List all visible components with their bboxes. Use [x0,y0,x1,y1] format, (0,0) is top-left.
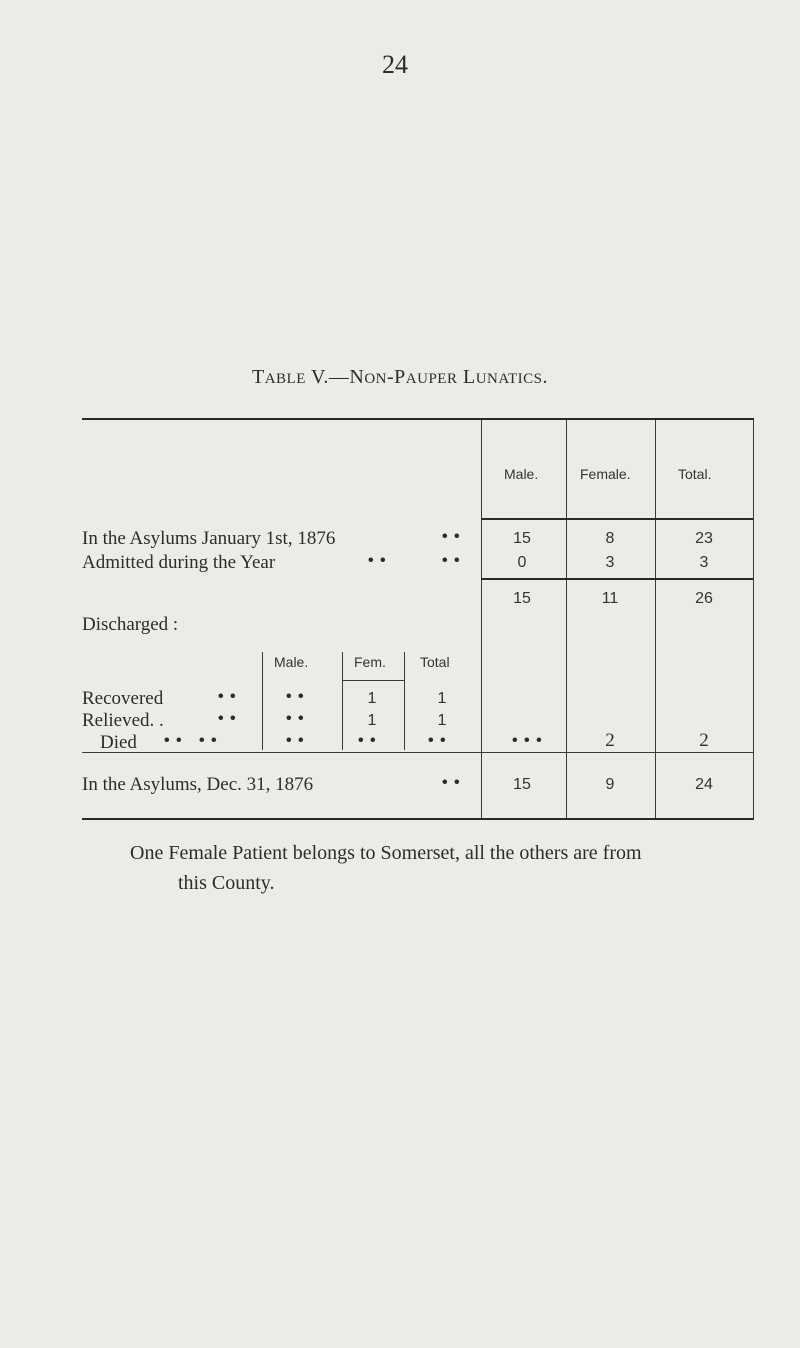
discharge-header-male: Male. [274,654,309,670]
discharged-label: Discharged : [82,614,179,635]
leader-dots: • • • • [164,732,218,749]
row-label-jan: In the Asylums January 1st, 1876 [82,528,336,549]
footnote-line-1: One Female Patient belongs to Somerset, all the others are from [130,842,642,864]
died-fem: • • [358,732,377,749]
col-divider [566,420,567,818]
title-part: ABLE [264,371,306,387]
final-row-line [82,752,754,753]
recovered-fem: 1 [367,690,377,707]
died-col-total: 2 [699,730,709,751]
jan-total: 23 [695,530,713,547]
lunatics-table [82,418,754,820]
table-top-border [82,418,754,420]
title-part: L [457,366,476,388]
died-col-male: • • • [512,732,543,749]
relieved-total: 1 [437,712,447,729]
title-part: AUPER [405,371,458,387]
discharge-row-label: Died [100,732,137,753]
title-part: ON [364,371,387,387]
subtotal-line [481,578,753,580]
leader-dots: • • [218,688,237,705]
subtotal-total: 26 [695,590,713,607]
died-total: • • [428,732,447,749]
discharge-header-line [342,680,404,681]
title-part: V.—N [305,366,365,388]
recovered-male: • • [286,688,305,705]
relieved-fem: 1 [367,712,377,729]
recovered-total: 1 [437,690,447,707]
header-total: Total. [678,466,712,482]
header-female: Female. [580,466,631,482]
admitted-total: 3 [699,554,709,571]
jan-female: 8 [605,530,615,547]
discharge-col-divider [262,652,263,750]
dec-total: 24 [695,776,713,793]
subtotal-female: 11 [601,590,619,607]
col-divider [655,420,656,818]
discharge-header-fem: Fem. [354,654,386,670]
admitted-female: 3 [605,554,615,571]
page-number: 24 [382,50,408,79]
leader-dots: • • [218,710,237,727]
title-part: UNATICS [475,371,543,387]
died-col-female: 2 [605,730,615,751]
jan-male: 15 [513,530,531,547]
discharge-row-label: Recovered [82,688,164,709]
title-part: . [542,366,549,388]
dec-female: 9 [605,776,615,793]
leader-dots: • • [442,552,461,569]
leader-dots: • • [368,552,387,569]
title-part: -P [386,366,406,388]
table-bottom-border [82,818,754,820]
title-part: T [251,366,265,388]
discharge-row-label: Relieved. . [82,710,164,731]
col-divider [753,420,754,818]
col-divider [481,420,482,818]
admitted-male: 0 [517,554,527,571]
table-title [0,366,800,389]
leader-dots: • • [442,774,461,791]
header-underline [481,518,753,520]
footnote [130,838,770,898]
discharge-col-divider [342,652,343,750]
row-label-admitted: Admitted during the Year [82,552,276,573]
row-label-dec: In the Asylums, Dec. 31, 1876 [82,774,314,795]
discharge-col-divider [404,652,405,750]
subtotal-male: 15 [513,590,531,607]
died-male: • • [286,732,305,749]
dec-male: 15 [513,776,531,793]
discharge-header-total: Total [420,654,450,670]
relieved-male: • • [286,710,305,727]
leader-dots: • • [442,528,461,545]
footnote-line-2: this County. [178,872,275,894]
header-male: Male. [504,466,539,482]
